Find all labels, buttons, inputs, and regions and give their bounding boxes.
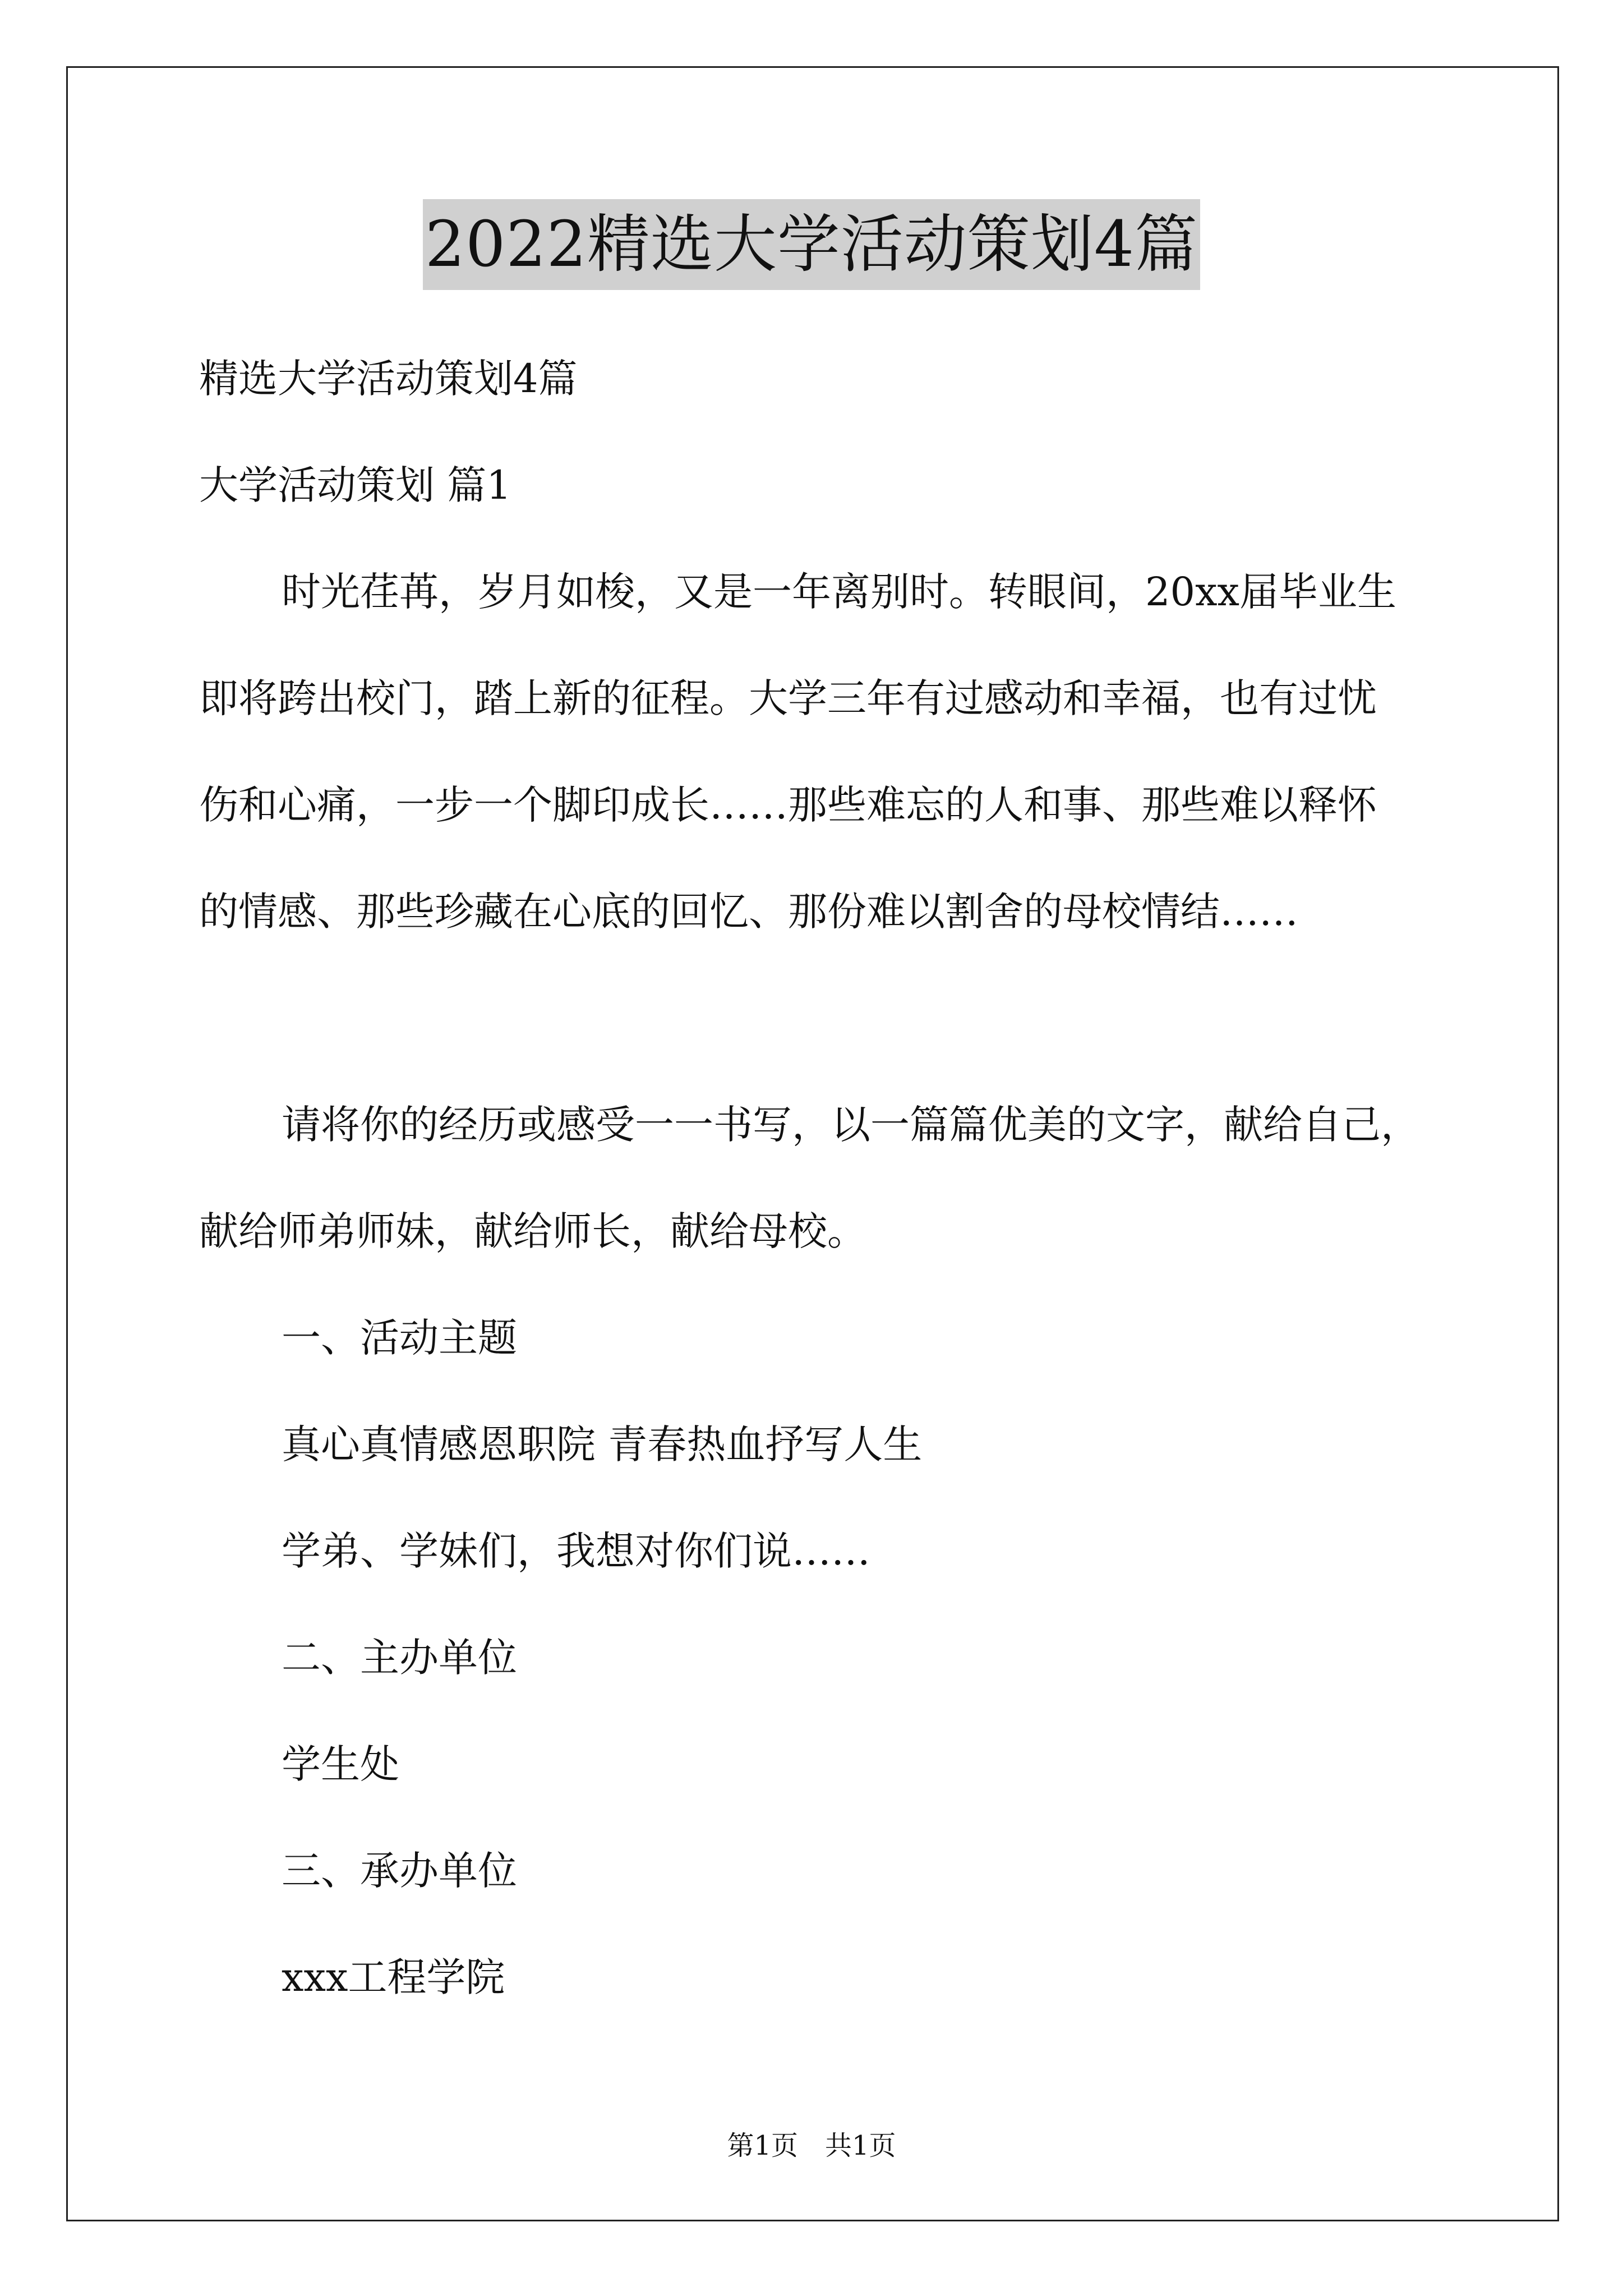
list-item: xxx工程学院 <box>282 1954 505 2000</box>
list-item: 学生处 <box>282 1741 399 1787</box>
paragraph-line: 的情感、那些珍藏在心底的回忆、那份难以割舍的母校情结…… <box>199 889 1298 935</box>
section-heading: 大学活动策划 篇1 <box>199 462 511 508</box>
title-wrap <box>0 199 1623 290</box>
paragraph-line: 时光荏苒，岁月如梭，又是一年离别时。转眼间，20xx届毕业生 <box>282 569 1397 615</box>
paragraph-line: 即将跨出校门，踏上新的征程。大学三年有过感动和幸福，也有过忧 <box>199 675 1377 721</box>
list-item: 真心真情感恩职院 青春热血抒写人生 <box>282 1421 923 1467</box>
list-heading: 三、承办单位 <box>282 1848 517 1894</box>
subtitle-line: 精选大学活动策划4篇 <box>199 356 578 402</box>
list-heading: 一、活动主题 <box>282 1315 517 1361</box>
paragraph-line: 请将你的经历或感受一一书写，以一篇篇优美的文字，献给自己， <box>282 1102 1420 1148</box>
list-item: 学弟、学妹们，我想对你们说…… <box>282 1528 870 1574</box>
page-footer: 第1页 共1页 <box>727 2130 896 2161</box>
list-heading: 二、主办单位 <box>282 1635 517 1681</box>
paragraph-line: 伤和心痛，一步一个脚印成长……那些难忘的人和事、那些难以释怀 <box>199 782 1377 828</box>
paragraph-line: 献给师弟师妹，献给师长，献给母校。 <box>199 1208 866 1254</box>
document-title: 2022精选大学活动策划4篇 <box>423 199 1200 290</box>
